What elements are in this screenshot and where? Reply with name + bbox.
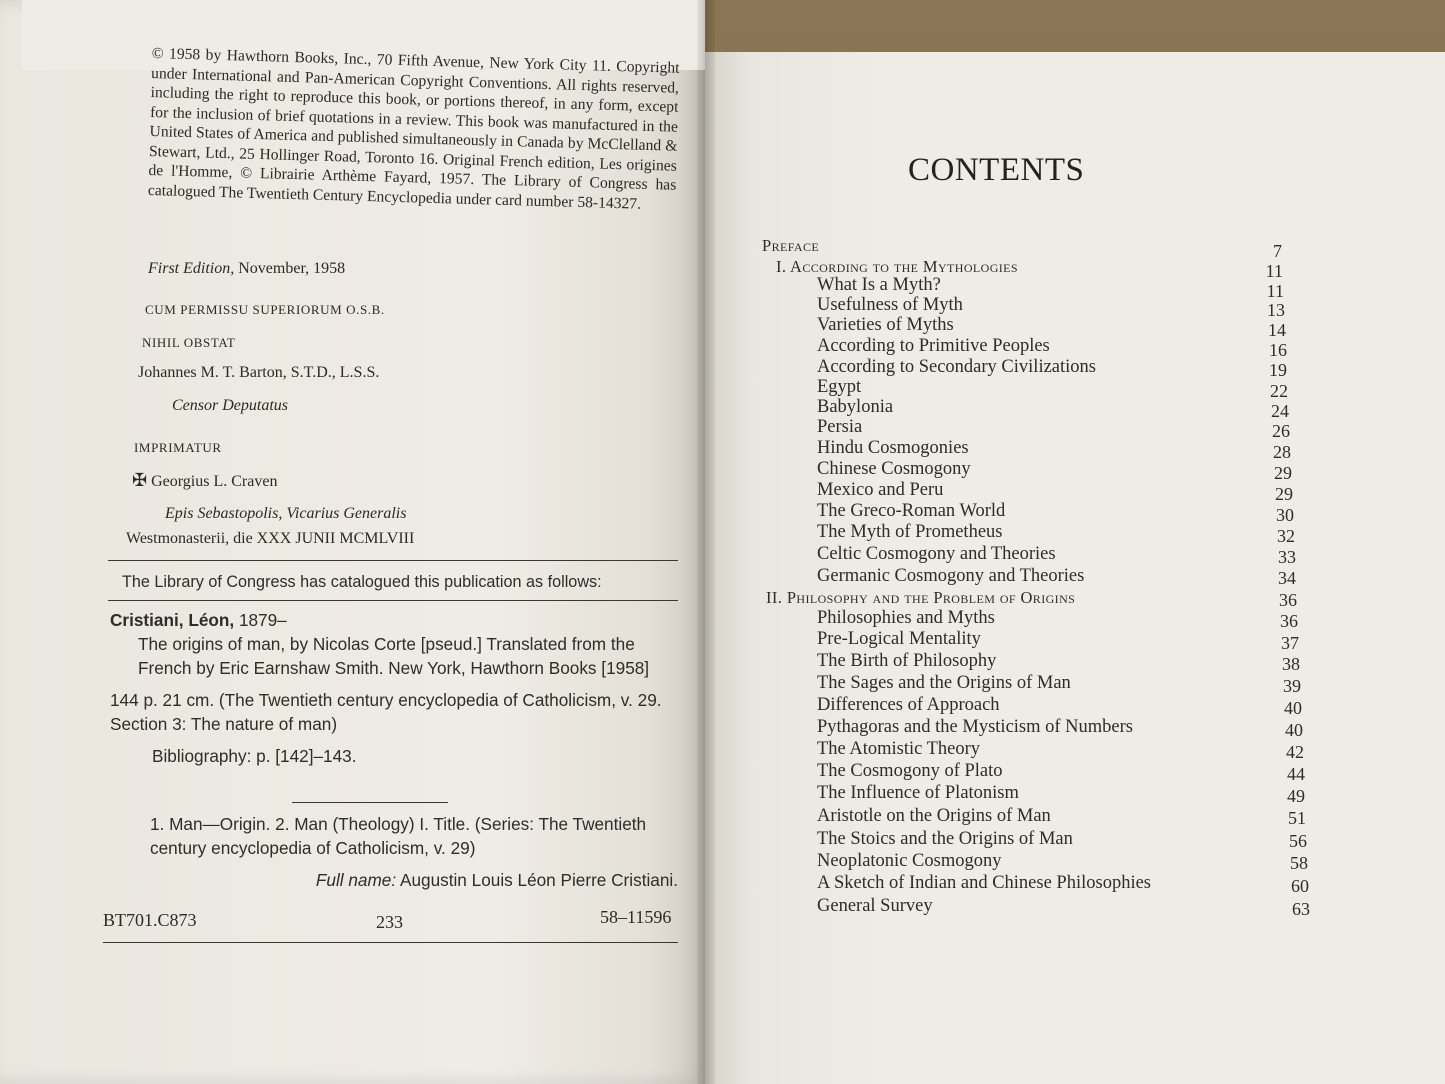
toc-entry: The Influence of Platonism (817, 783, 1019, 803)
catalog-full-name-line (110, 868, 680, 892)
toc-page-number: 63 (1292, 899, 1310, 919)
catalog-author: Cristiani, Léon, (110, 610, 235, 630)
imprimatur: IMPRIMATUR (134, 440, 222, 455)
toc-page-number: 49 (1287, 786, 1305, 806)
bottom-rule (103, 942, 678, 943)
toc-entry: Persia (817, 417, 863, 437)
intro-rule (108, 600, 678, 601)
toc-entry: Preface (762, 236, 820, 255)
top-rule (108, 560, 678, 561)
toc-entry: General Survey (817, 896, 933, 916)
toc-page-number: 13 (1267, 300, 1285, 320)
dewey-number: 233 (376, 912, 403, 932)
toc-entry: The Greco-Roman World (817, 501, 1006, 521)
edition-date: November, 1958 (238, 260, 346, 277)
toc-page-number: 40 (1285, 720, 1303, 740)
toc-entry: Pre-Logical Mentality (817, 629, 981, 649)
maltese-cross-icon: ✠ (132, 470, 148, 490)
toc-page-number: 42 (1286, 742, 1304, 762)
toc-page-number: 24 (1271, 401, 1289, 421)
toc-page-number: 56 (1289, 831, 1307, 851)
catalog-subjects: 1. Man—Origin. 2. Man (Theology) I. Title. (Series: The Twentieth century encyclopedia of Catholicism, v. 29) (150, 814, 647, 858)
toc-entry: Celtic Cosmogony and Theories (817, 544, 1056, 564)
catalog-bibliography: Bibliography: p. [142]–143. (152, 746, 357, 766)
full-name-label: Full name: (315, 870, 397, 890)
catalog-entry (110, 608, 680, 768)
contents-title: CONTENTS (908, 152, 1085, 188)
toc-page-number: 32 (1277, 526, 1295, 546)
toc-entry: Differences of Approach (817, 695, 1000, 715)
toc-entry: According to Secondary Civilizations (817, 357, 1096, 377)
toc-page-number: 40 (1284, 698, 1302, 718)
toc-page-number: 39 (1283, 676, 1301, 696)
lc-number: 58–11596 (600, 907, 672, 927)
toc-entry: The Myth of Prometheus (817, 522, 1003, 542)
toc-entry: Usefulness of Myth (817, 295, 963, 315)
toc-page-number: 14 (1268, 320, 1286, 340)
toc-entry: I. According to the Mythologies (776, 257, 1018, 276)
copyright-notice: © 1958 by Hawthorn Books, Inc., 70 Fifth Avenue, New York City 11. Copyright under International and Pan-American Copyright Conventions. All rights reserved, including the right to reproduce this book, or portions thereof, in any form, except for the inclusion of brief quotations in a review. This book was manufactured in the United States of America and published simultaneously in Canada by McClelland & Stewart, Ltd., 25 Hollinger Road, Toronto 16. Original French edition, Les origines de l'Homme, © Librairie Arthème Fayard, 1957. The Library of Congress has catalogued The Twentieth Century Encyclopedia under card number 58-14327. (147, 44, 680, 213)
toc-entry: Aristotle on the Origins of Man (817, 806, 1051, 826)
toc-page-number: 29 (1274, 463, 1292, 483)
toc-page-number: 19 (1269, 360, 1287, 380)
toc-entry: The Stoics and the Origins of Man (817, 829, 1073, 849)
toc-entry: The Birth of Philosophy (817, 651, 997, 671)
toc-page-number: 60 (1291, 876, 1309, 896)
toc-entry: A Sketch of Indian and Chinese Philosophies (817, 873, 1151, 893)
toc-entry: Pythagoras and the Mysticism of Numbers (817, 717, 1133, 737)
toc-page-number: 51 (1288, 808, 1306, 828)
toc-entry: Philosophies and Myths (817, 608, 995, 628)
book-gutter (697, 0, 715, 1084)
toc-page-number: 7 (1273, 241, 1282, 261)
toc-entry: The Atomistic Theory (817, 739, 981, 759)
catalog-title: The origins of man, by Nicolas Corte [pseud.] Translated from the French by Eric Earnshaw Smith. New York, Hawthorn Books [1958] (138, 634, 650, 678)
toc-entry: II. Philosophy and the Problem of Origins (766, 588, 1076, 607)
cum-permissu: CUM PERMISSU SUPERIORUM O.S.B. (145, 302, 385, 317)
toc-page-number: 29 (1275, 484, 1293, 504)
toc-entry: Mexico and Peru (817, 480, 944, 500)
censor-title: Censor Deputatus (172, 397, 288, 414)
censor-name: Johannes M. T. Barton, S.T.D., L.S.S. (138, 364, 380, 381)
bishop-line (132, 470, 277, 491)
toc-entry: The Cosmogony of Plato (817, 761, 1003, 781)
call-number: BT701.C873 (103, 910, 197, 930)
catalog-intro: The Library of Congress has catalogued this publication as follows: (122, 573, 602, 591)
toc-page-number: 34 (1278, 568, 1296, 588)
toc-page-number: 28 (1273, 442, 1291, 462)
toc-entry: Germanic Cosmogony and Theories (817, 566, 1085, 586)
toc-entry: Babylonia (817, 397, 894, 417)
place-date: Westmonasterii, die XXX JUNII MCMLVIII (126, 530, 415, 547)
toc-entry: According to Primitive Peoples (817, 336, 1050, 356)
toc-page-number: 16 (1269, 340, 1287, 360)
toc-entry: Egypt (817, 377, 862, 397)
catalog-card (110, 570, 680, 594)
edition-line (148, 260, 345, 278)
toc-page-number: 26 (1272, 421, 1290, 441)
catalog-author-years: 1879– (238, 610, 287, 630)
toc-page-number: 44 (1287, 764, 1305, 784)
toc-entry: Varieties of Myths (817, 315, 954, 335)
short-rule (292, 802, 448, 803)
toc-page-number: 58 (1290, 853, 1308, 873)
toc-page-number: 11 (1265, 261, 1283, 281)
catalog-physical: 144 p. 21 cm. (The Twentieth century encyclopedia of Catholicism, v. 29. Section 3: The nature of man) (110, 690, 662, 734)
toc-entry: Chinese Cosmogony (817, 459, 971, 479)
toc-page-number: 37 (1281, 633, 1299, 653)
full-name: Augustin Louis Léon Pierre Cristiani. (399, 870, 678, 890)
bishop-title: Epis Sebastopolis, Vicarius Generalis (165, 505, 407, 522)
toc-page-number: 11 (1266, 281, 1284, 301)
toc-page-number: 30 (1276, 505, 1294, 525)
toc-page-number: 36 (1279, 590, 1297, 610)
toc-entry: Neoplatonic Cosmogony (817, 851, 1002, 871)
toc-page-number: 38 (1282, 654, 1300, 674)
toc-entry: The Sages and the Origins of Man (817, 673, 1071, 693)
catalog-subjects-block (110, 812, 680, 892)
toc-page-number: 33 (1278, 547, 1296, 567)
toc-entry: What Is a Myth? (817, 275, 941, 295)
toc-page-number: 36 (1280, 611, 1298, 631)
bishop-name: Georgius L. Craven (151, 473, 278, 490)
toc-page-number: 22 (1270, 381, 1288, 401)
edition-label: First Edition, (148, 260, 235, 277)
nihil-obstat: NIHIL OBSTAT (142, 335, 236, 350)
toc-entry: Hindu Cosmogonies (817, 438, 969, 458)
